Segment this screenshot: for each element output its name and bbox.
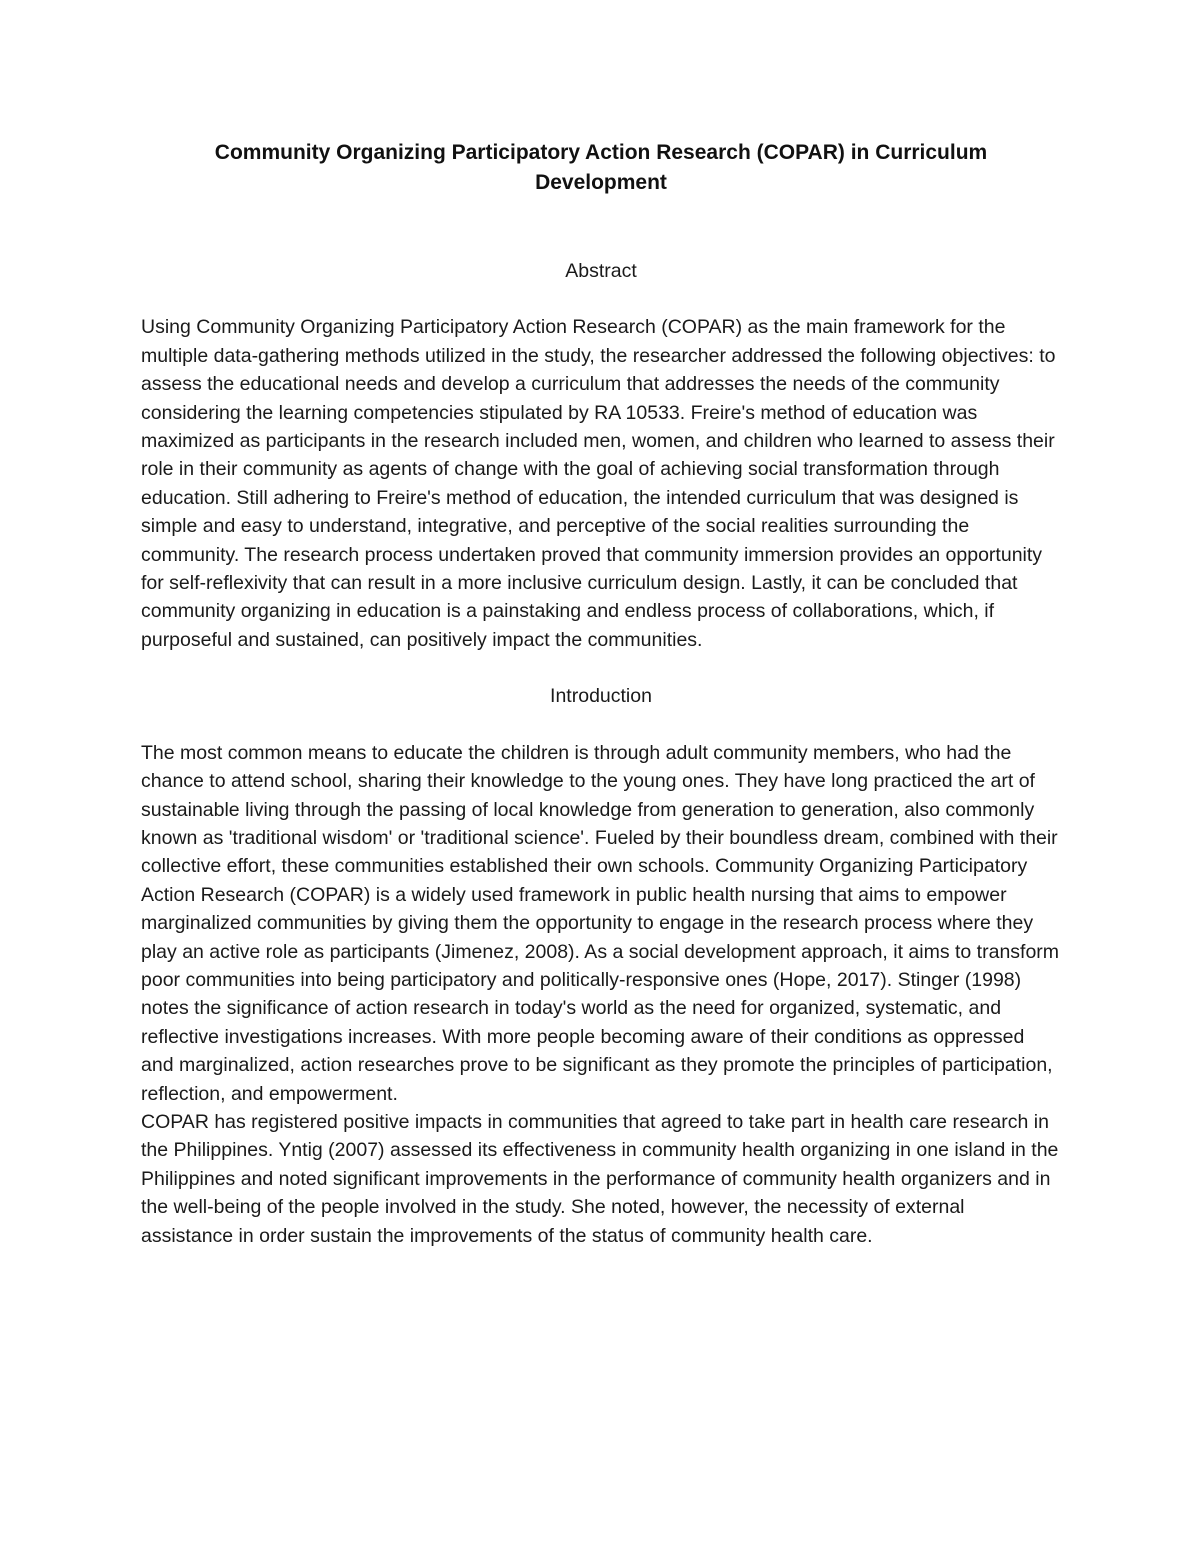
document-title: Community Organizing Participatory Action Research (COPAR) in Curriculum Development: [214, 141, 988, 194]
introduction-heading: Introduction: [550, 685, 652, 708]
document-page: [141, 138, 1061, 1250]
introduction-paragraph-2: COPAR has registered positive impacts in communities that agreed to take part in health care research in the Philippines. Yntig (2007) assessed its effectiveness in community health organizing in one island in the Philippines and noted significant improvements in the performance of community health organizers and in the well-being of the people involved in the study. She noted, however, the necessity of external assistance in order sustain the improvements of the status of community health care.: [141, 1110, 1059, 1247]
introduction-paragraph-1: The most common means to educate the children is through adult community members, who had the chance to attend school, sharing their knowledge to the young ones. They have long practiced the art of sustainable living through the passing of local knowledge from generation to generation, also commonly known as 'traditional wisdom' or 'traditional science'. Fueled by their boundless dream, combined with their collective effort, these communities established their own schools. Community Organizing Participatory Action Research (COPAR) is a widely used framework in public health nursing that aims to empower marginalized communities by giving them the opportunity to engage in the research process where they play an active role as participants (Jimenez, 2008). As a social development approach, it aims to transform poor communities into being participatory and politically-responsive ones (Hope, 2017). Stinger (1998) notes the significance of action research in today's world as the need for organized, systematic, and reflective investigations increases. With more people becoming aware of their conditions as oppressed and marginalized, action researches prove to be significant as they promote the principles of participation, reflection, and empowerment.: [141, 741, 1060, 1105]
abstract-heading: Abstract: [565, 260, 637, 282]
abstract-paragraph: Using Community Organizing Participatory Action Research (COPAR) as the main framework for the multiple data-gathering methods utilized in the study, the researcher addressed the following objectives: to assess the educational needs and develop a curriculum that addresses the needs of the community considering the learning competencies stipulated by RA 10533. Freire's method of education was maximized as participants in the research included men, women, and children who learned to assess their role in their community as agents of change with the goal of achieving social transformation through education. Still adhering to Freire's method of education, the intended curriculum that was designed is simple and easy to understand, integrative, and perceptive of the social realities surrounding the community. The research process undertaken proved that community immersion provides an opportunity for self-reflexivity that can result in a more inclusive curriculum design. Lastly, it can be concluded that community organizing in education is a painstaking and endless process of collaborations, which, if purposeful and sustained, can positively impact the communities.: [141, 316, 1056, 651]
